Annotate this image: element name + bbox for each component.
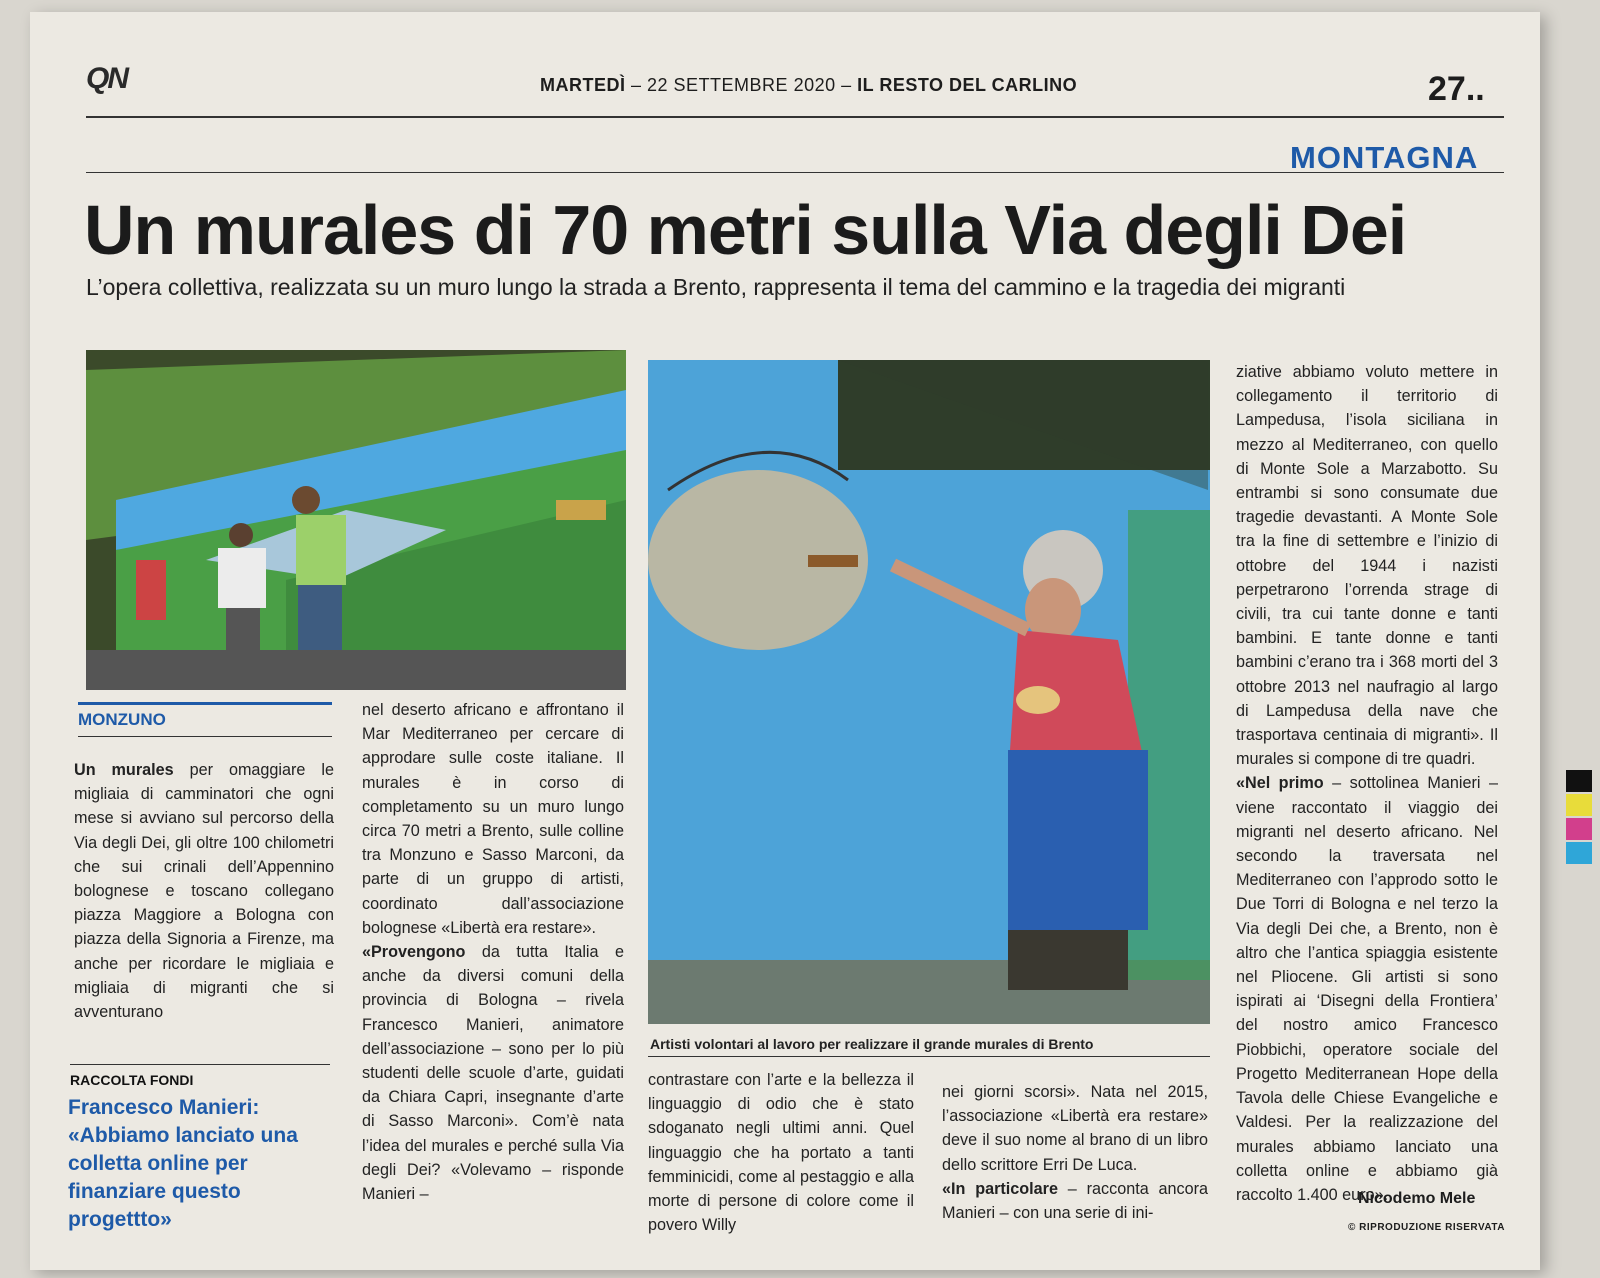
dateline-day: MARTEDÌ — [540, 75, 626, 95]
masthead-rule — [86, 116, 1504, 118]
photo-mural-volunteers — [86, 350, 626, 690]
article-column-4 — [942, 1080, 1208, 1225]
col2-paragraph-1: nel deserto africano e affrontano il Mar Mediterraneo per cercare di approdare sulle coste italiane. Il murales è in corso di completamento su un muro lungo circa 70 metri a Brento, sulle colline tra Monzuno e Sasso Marconi, da parte di un gruppo di artisti, coordinato dall’associazione bolognese «Libertà era restare». — [362, 701, 624, 937]
sidebar-rule — [70, 1064, 330, 1065]
col2-text: da tutta Italia e anche da diversi comuni della provincia di Bologna – rivela Francesco Manieri, animatore dell’associazione – sono per lo più studenti delle scuole d’arte, guidati da Chiara Capri, insegnante d’arte di Sasso Marconi». Com’è nata l’idea del murales e perché sulla Via degli Dei? «Volevamo – risponde Manieri – — [362, 943, 624, 1204]
newspaper-page — [30, 12, 1540, 1270]
copyright: © RIPRODUZIONE RISERVATA — [1348, 1222, 1505, 1233]
photo-woman-painting — [648, 360, 1210, 1024]
col3-paragraph: contrastare con l’arte e la bellezza il linguaggio di odio che è stato sdoganato negli ultimi anni. Quel linguaggio che ha portato a tanti femminicidi, come al pestaggio e alla morte di persone di colore come il povero Willy — [648, 1071, 914, 1235]
dateline-sep-2: – — [841, 75, 858, 95]
col1-paragraph — [74, 758, 334, 1024]
section-label: MONTAGNA — [1290, 140, 1479, 175]
standfirst: L’opera collettiva, realizzata su un muro lungo la strada a Brento, rappresenta il tema del cammino e la tragedia dei migranti — [86, 274, 1346, 300]
col4-lead: «In particolare — [942, 1179, 1058, 1198]
location-tag: MONZUNO — [78, 710, 166, 729]
page-number: 27.. — [1428, 70, 1485, 108]
col2-lead: «Provengono — [362, 943, 466, 962]
location-under-rule — [78, 736, 332, 737]
color-swatch-yellow — [1566, 794, 1592, 816]
col2-paragraph-2 — [362, 940, 624, 1206]
col5-paragraph-2 — [1236, 771, 1498, 1207]
col5-text: – sottolinea Manieri – viene raccontato il viaggio dei migranti nel deserto africano. Nel secondo la traversata nel Mediterraneo con l’approdo sotto le Due Torri di Bologna e nel terzo la Via degli Dei che, a Brento, non è altro che l’antica spiaggia esistente nel Pliocene. Gli artisti si sono ispirati ai ‘Disegni della Frontiera’ del nostro amico Francesco Piobbichi, operatore sociale del Progetto Mediterranean Hope della Tavola delle Chiese Evangeliche e Valdesi. Per la realizzazione del murales abbiamo lanciato una colletta online e abbiamo già raccolto 1.400 euro». — [1236, 774, 1498, 1204]
sidebar-tag: RACCOLTA FONDI — [70, 1072, 194, 1088]
col5-paragraph-1: ziative abbiamo voluto mettere in collegamento il territorio di Lampedusa, l’isola siciliana in mezzo al Mediterraneo, con quello di Monte Sole a Marzabotto. Su entrambi si sono consumate due tragedie devastanti. A Monte Sole tra la fine di settembre e l’inizio di ottobre del 1944 i nazisti perpetrarono l’orrenda strage di civili, tra cui tante donne e tanti bambini. E tante donne e tanti bambini c’erano tra i 368 morti del 3 ottobre 2013 nel naufragio al largo di Lampedusa della nave che trasportava centinaia di migranti». Il murales si compone di tre quadri. — [1236, 363, 1498, 769]
caption-rule — [648, 1056, 1210, 1057]
byline: Nicodemo Mele — [1358, 1190, 1476, 1207]
dateline-date: 22 SETTEMBRE 2020 — [647, 75, 836, 95]
sidebar-headline: Francesco Manieri: «Abbiamo lanciato una colletta online per finanziare questo progettto» — [68, 1096, 298, 1231]
print-color-bar — [1566, 770, 1592, 866]
photo-mural-volunteers-image — [86, 350, 626, 690]
article-column-2 — [362, 698, 624, 1206]
color-swatch-cyan — [1566, 842, 1592, 864]
col1-text: per omaggiare le migliaia di camminatori che ogni mese si avviano sul percorso della Via degli Dei, gli oltre 100 chilometri che sui crinali dell’Appennino bolognese e toscano collegano piazza Maggiore a Bologna con piazza della Signoria a Firenze, ma anche per ricordare le migliaia e migliaia di migranti che si avventurano — [74, 761, 334, 1022]
dateline — [540, 75, 1077, 96]
col4-paragraph-2 — [942, 1177, 1208, 1225]
photo-caption: Artisti volontari al lavoro per realizzare il grande murales di Brento — [650, 1036, 1094, 1052]
col5-lead: «Nel primo — [1236, 774, 1324, 793]
color-swatch-black — [1566, 770, 1592, 792]
dateline-paper: IL RESTO DEL CARLINO — [857, 75, 1078, 95]
photo-woman-painting-image — [648, 360, 1210, 1024]
article-column-1 — [74, 758, 334, 1024]
qn-logo: QN — [86, 62, 127, 95]
location-rule — [78, 702, 332, 705]
col4-paragraph-1: nei giorni scorsi». Nata nel 2015, l’associazione «Libertà era restare» deve il suo nome al brano di un libro dello scrittore Erri De Luca. — [942, 1083, 1208, 1174]
col4-text: – racconta ancora Manieri – con una serie di ini- — [942, 1179, 1208, 1223]
article-column-3 — [648, 1068, 914, 1237]
color-swatch-magenta — [1566, 818, 1592, 840]
headline: Un murales di 70 metri sulla Via degli Dei — [84, 191, 1407, 269]
col1-lead: Un murales — [74, 761, 174, 779]
dateline-sep-1: – — [631, 75, 648, 95]
article-column-5 — [1236, 360, 1498, 1207]
